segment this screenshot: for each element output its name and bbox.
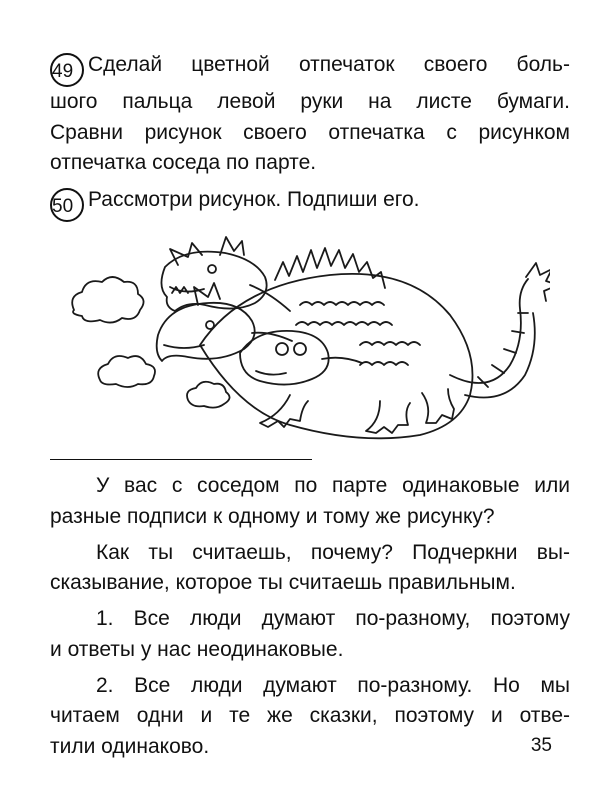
task-49-line-3: Сравни рисунок своего отпечатка с рисунком xyxy=(50,120,570,144)
q1-line-2: разные подписи к одному и тому же рисунку? xyxy=(50,504,495,528)
task-number-50: 50 xyxy=(50,188,84,222)
q1-line-1: У вас с соседом по парте одинаковые или xyxy=(96,474,570,497)
task-50 xyxy=(50,185,570,222)
option-2-line-3[interactable]: тили одинаково. xyxy=(50,734,210,758)
questions-block xyxy=(50,471,570,768)
option-2-line-1[interactable]: 2. Все люди думают по-разному. Но мы xyxy=(96,673,570,697)
task-49 xyxy=(50,50,570,179)
three-headed-dragon-icon xyxy=(60,225,550,445)
task-number-49: 49 xyxy=(50,53,84,87)
q2-line-2: сказывание, которое ты считаешь правильным. xyxy=(50,571,516,594)
task-50-text: Рассмотри рисунок. Подпиши его. xyxy=(88,188,420,211)
task-49-line-2: шого пальца левой руки на листе бумаги. xyxy=(50,90,570,113)
task-49-line-4: отпечатка соседа по парте. xyxy=(50,151,317,174)
option-1-line-1[interactable]: 1. Все люди думают по-разному, поэтому xyxy=(96,607,570,630)
page-number: 35 xyxy=(530,735,552,756)
task-49-line-1: Сделай цветной отпечаток своего боль- xyxy=(88,53,570,76)
answer-underline[interactable] xyxy=(50,459,312,460)
option-1-line-2[interactable]: и ответы у нас неодинаковые. xyxy=(50,637,344,661)
q2-line-1: Как ты считаешь, почему? Подчеркни вы- xyxy=(96,540,570,564)
option-2-line-2[interactable]: читаем одни и те же сказки, поэтому и отве- xyxy=(50,704,570,727)
